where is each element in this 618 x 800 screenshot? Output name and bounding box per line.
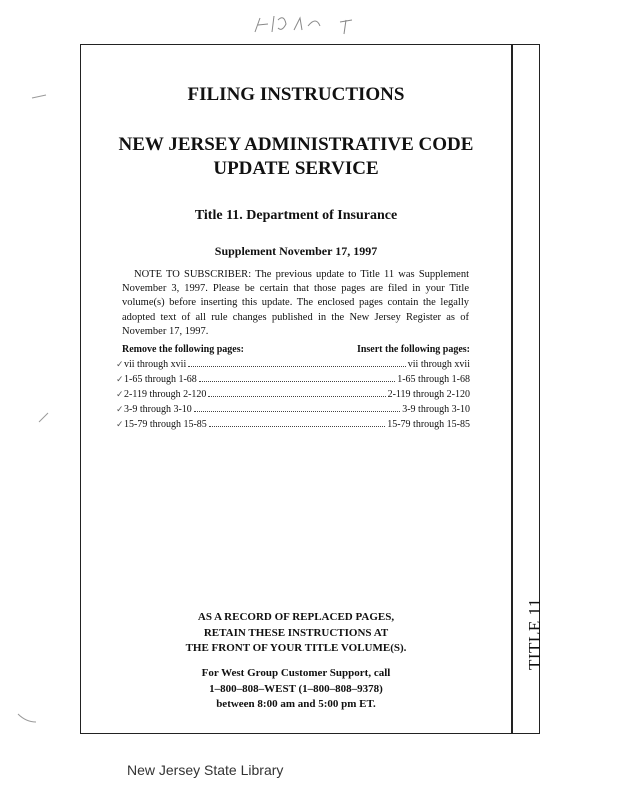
- subscriber-note: NOTE TO SUBSCRIBER: The previous update to Title 11 was Supplement November 3, 1997. Please be certain that those pages are filed in your Title volume(s) before inserting this update. The enclosed pages contain the legally adopted text of all rule changes published in the New Jersey Register as of November 17, 1997.: [122, 269, 469, 337]
- code-title-line: NEW JERSEY ADMINISTRATIVE CODE: [118, 134, 474, 155]
- page-row: [116, 371, 470, 385]
- check-mark-icon: ✓: [116, 374, 124, 384]
- check-mark-icon: ✓: [116, 404, 124, 414]
- insert-range: vii through xvii: [407, 359, 470, 370]
- insert-range: 1-65 through 1-68: [397, 374, 470, 385]
- support-line: between 8:00 am and 5:00 pm ET.: [216, 698, 376, 710]
- insert-pages-header: Insert the following pages:: [356, 344, 470, 355]
- margin-mark: [16, 712, 40, 726]
- remove-range: vii through xvii: [124, 359, 187, 370]
- page-row: [116, 356, 470, 370]
- side-tab-label: TITLE 11: [525, 598, 544, 670]
- customer-support-info: [80, 666, 512, 713]
- remove-range: 2-119 through 2-120: [124, 389, 207, 400]
- handwritten-scribble: [250, 10, 360, 38]
- dot-leader: [188, 365, 406, 367]
- dot-leader: [194, 410, 400, 412]
- insert-range: 15-79 through 15-85: [387, 419, 470, 430]
- insert-range: 3-9 through 3-10: [402, 404, 470, 415]
- support-line: For West Group Customer Support, call: [201, 667, 391, 679]
- filing-instructions-heading: FILING INSTRUCTIONS: [187, 84, 405, 105]
- code-title-line: UPDATE SERVICE: [213, 158, 379, 179]
- record-line: AS A RECORD OF REPLACED PAGES,: [197, 611, 395, 623]
- remove-range: 1-65 through 1-68: [124, 374, 197, 385]
- check-mark-icon: ✓: [116, 419, 124, 429]
- remove-range: 3-9 through 3-10: [124, 404, 192, 415]
- page-row: [116, 386, 470, 400]
- record-instructions: [80, 610, 512, 657]
- code-title: [80, 133, 512, 181]
- page-row: [116, 401, 470, 415]
- dot-leader: [199, 380, 395, 382]
- check-mark-icon: ✓: [116, 359, 124, 369]
- check-mark-icon: ✓: [116, 389, 124, 399]
- title-heading: Title 11. Department of Insurance: [194, 208, 398, 223]
- page-row: [116, 416, 470, 430]
- remove-pages-header: Remove the following pages:: [122, 344, 244, 355]
- margin-mark: [30, 92, 50, 102]
- dot-leader: [209, 425, 385, 427]
- record-line: RETAIN THESE INSTRUCTIONS AT: [203, 626, 389, 639]
- insert-range: 2-119 through 2-120: [387, 389, 470, 400]
- dot-leader: [208, 395, 385, 397]
- margin-mark: [36, 410, 52, 426]
- support-line: 1–800–808–WEST (1–800–808–9378): [209, 682, 383, 695]
- remove-range: 15-79 through 15-85: [124, 419, 207, 430]
- record-line: THE FRONT OF YOUR TITLE VOLUME(S).: [185, 642, 407, 654]
- supplement-date: Supplement November 17, 1997: [214, 244, 378, 258]
- library-stamp: New Jersey State Library: [127, 762, 284, 778]
